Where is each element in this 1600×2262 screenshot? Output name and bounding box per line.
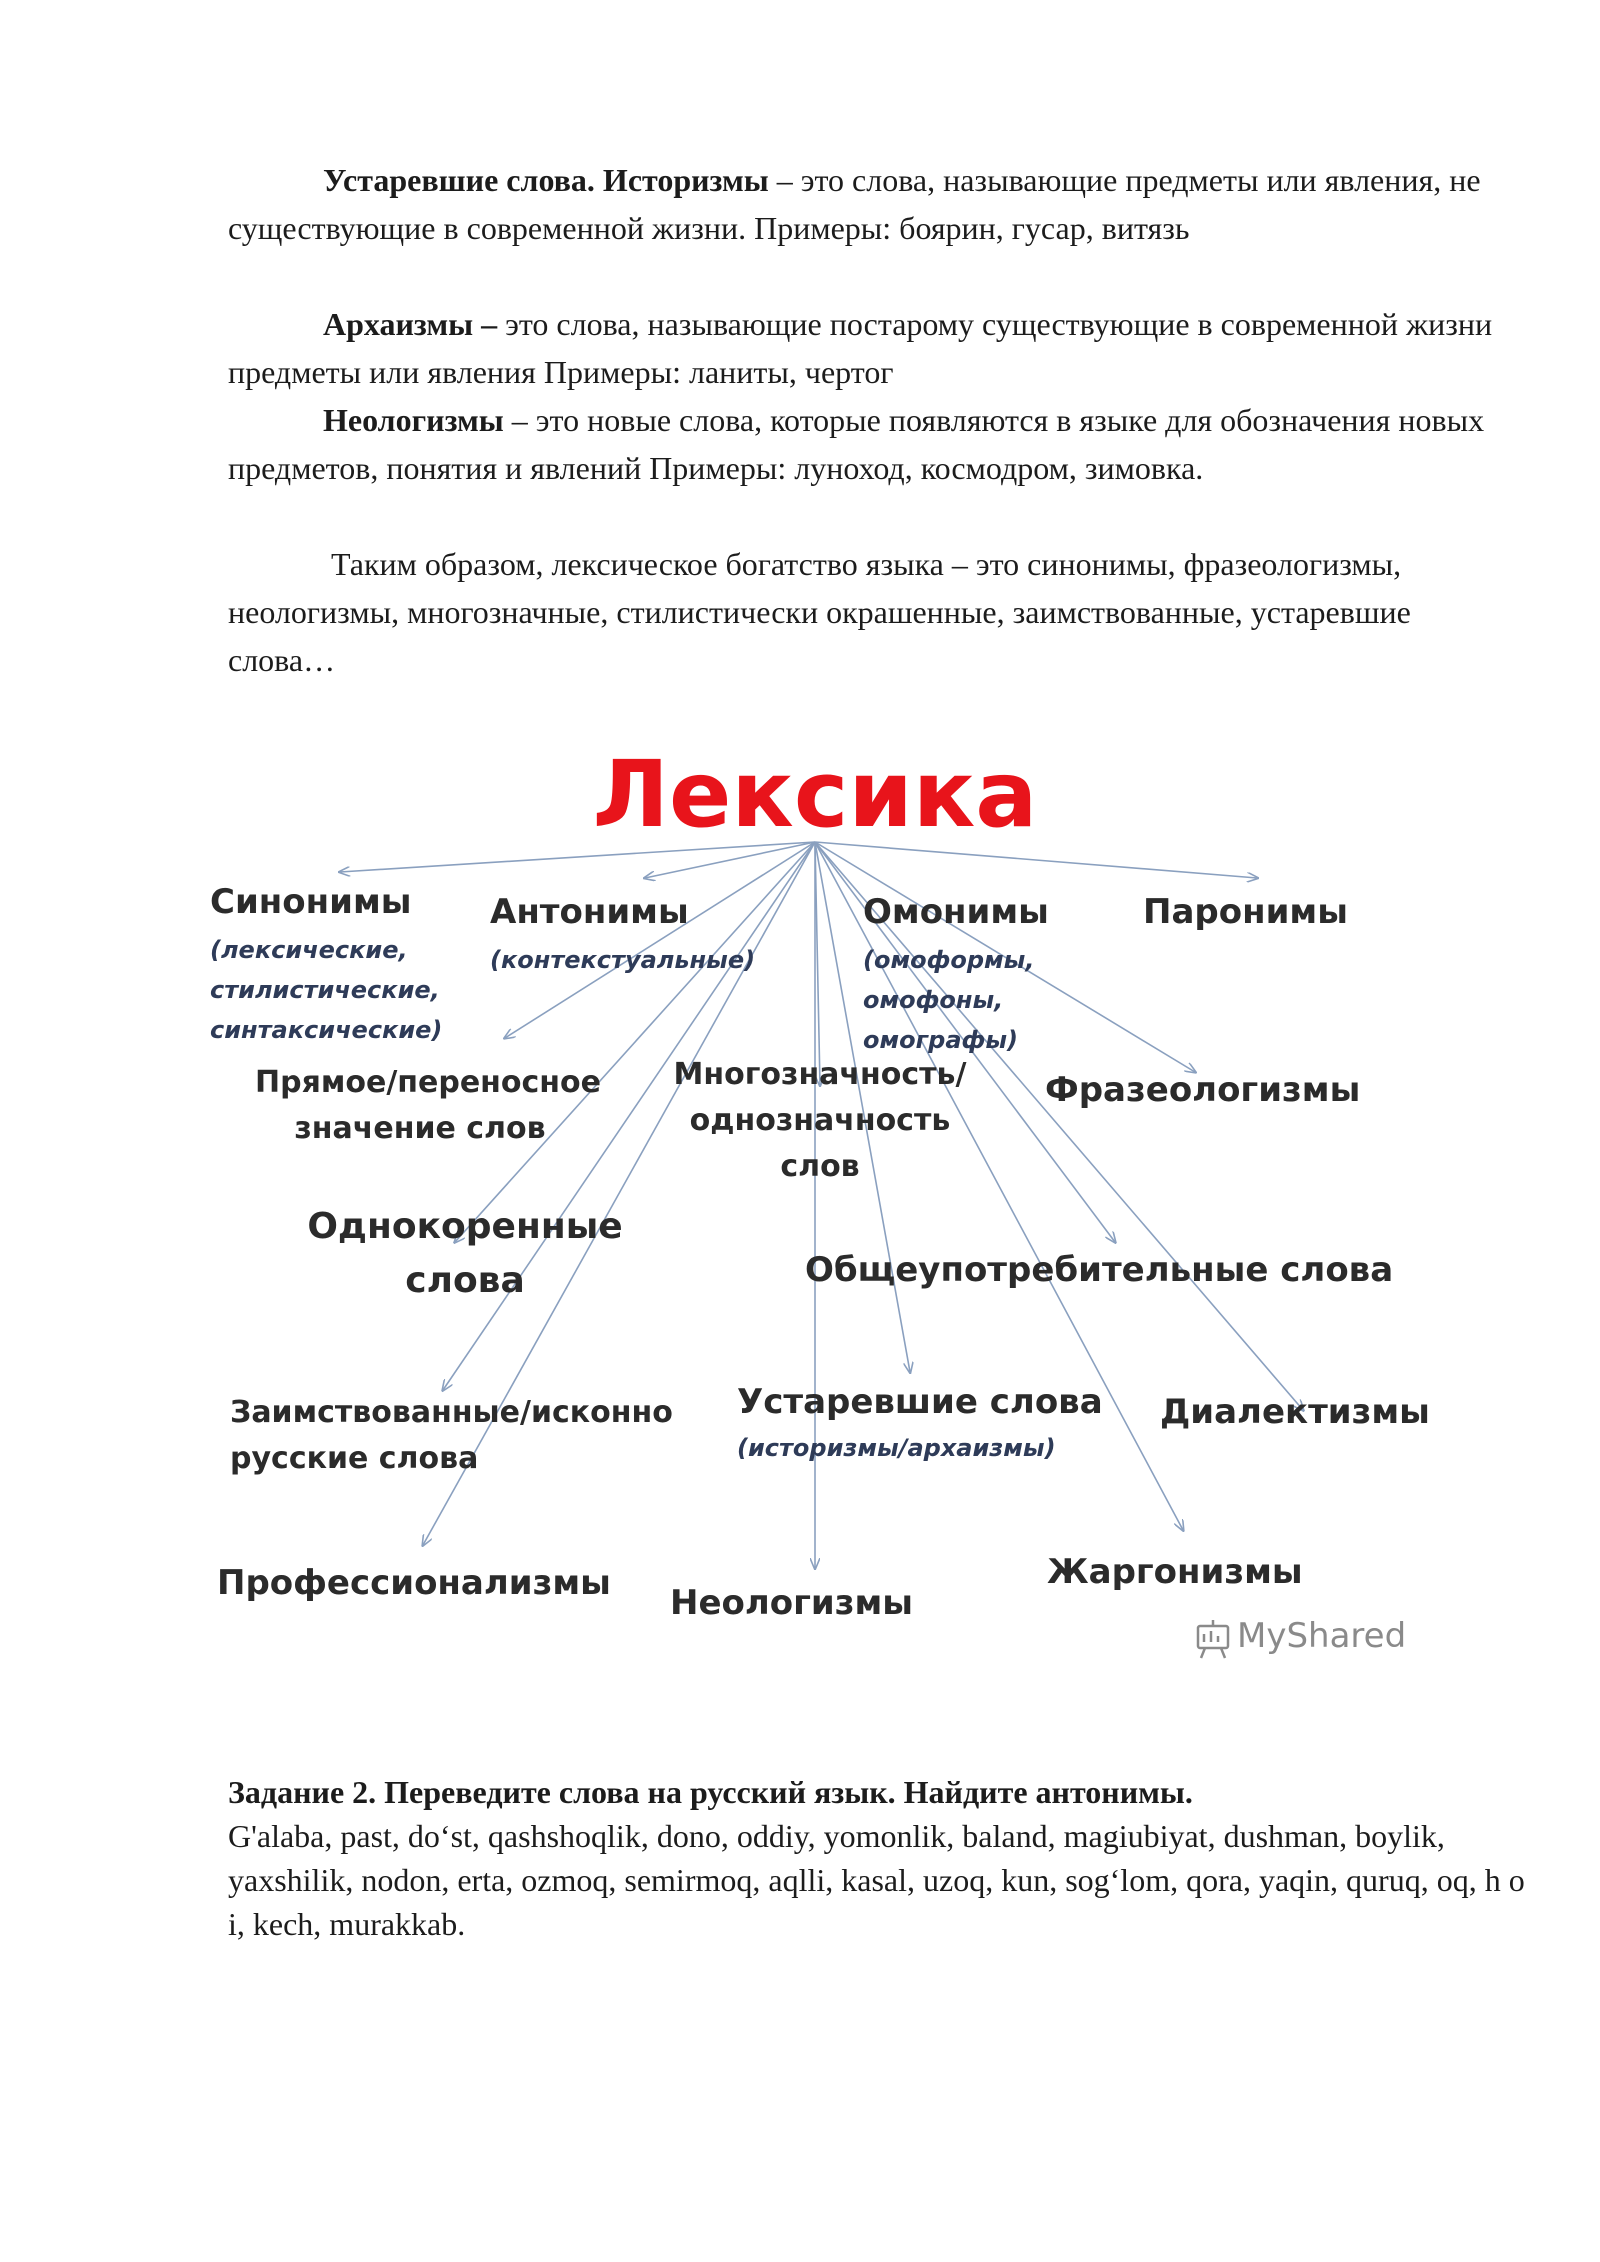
- definition-archaisms: это слова, называющие постарому существующие в современной жизни предметы или явления Примеры: ланиты, чертог: [228, 306, 1493, 390]
- paragraph-historisms: [228, 156, 1498, 252]
- term-historisms: Устаревшие слова. Историзмы: [323, 162, 769, 198]
- definition-historisms: – это слова, называющие предметы или явления, не существующие в современной жизни. Примеры: боярин, гусар, витязь: [228, 162, 1481, 246]
- node-pryamoe-line1: Прямое/переносное: [255, 1065, 601, 1100]
- node-sinonimy-sub1: (лексические,: [210, 936, 408, 964]
- node-odnokorennye-line2: слова: [405, 1260, 525, 1301]
- node-sinonimy: Синонимы: [210, 882, 412, 922]
- paragraph-archaisms: [228, 300, 1498, 396]
- node-ustarevshie: Устаревшие слова: [737, 1382, 1103, 1422]
- term-neologisms: Неологизмы: [323, 402, 504, 438]
- task-words: G'alaba, past, do‘st, qashshoqlik, dono, oddiy, yomonlik, baland, magiubiyat, dushman, boylik, yaxshilik, nodon, erta, ozmoq, semirmoq, aqlli, kasal, uzoq, kun, sog‘lom, qora, yaqin, quruq, oq, h o i, kech, murakkab.: [228, 1818, 1525, 1942]
- node-omonimy-sub2: омофоны,: [863, 986, 1004, 1014]
- node-paronimy: Паронимы: [1143, 892, 1348, 932]
- lexicon-diagram: [195, 720, 1455, 1710]
- task-2: [228, 1770, 1528, 1946]
- node-sinonimy-sub2: стилистические,: [210, 976, 440, 1004]
- node-mnogoznach-line2: однозначность: [689, 1103, 951, 1138]
- node-omonimy-sub1: (омоформы,: [863, 946, 1035, 974]
- node-zaimstv-line1: Заимствованные/исконно: [230, 1395, 673, 1430]
- definition-neologisms: – это новые слова, которые появляются в языке для обозначения новых предметов, понятия и явлений Примеры: луноход, космодром, зимовка.: [228, 402, 1485, 486]
- node-antonimy: Антонимы: [490, 892, 689, 932]
- node-zaimstv-line2: русские слова: [230, 1441, 479, 1476]
- node-mnogoznach-line1: Многозначность/: [673, 1057, 967, 1092]
- myshared-logo-icon: [1198, 1620, 1228, 1658]
- node-pryamoe-line2: значение слов: [294, 1111, 546, 1146]
- paragraph-neologisms: [228, 396, 1498, 492]
- node-sinonimy-sub3: синтаксические): [210, 1016, 443, 1044]
- diagram-title: Лексика: [592, 741, 1038, 848]
- node-ustarevshie-sub: (историзмы/архаизмы): [737, 1434, 1056, 1462]
- term-archaisms: Архаизмы –: [323, 306, 498, 342]
- node-antonimy-sub: (контекстуальные): [490, 946, 756, 974]
- conclusion-text: Таким образом, лексическое богатство языка – это синонимы, фразеологизмы, неологизмы, многозначные, стилистически окрашенные, заимствованные, устаревшие слова…: [228, 546, 1411, 678]
- watermark-text: MyShared: [1237, 1616, 1407, 1656]
- task-heading: Задание 2. Переведите слова на русский язык. Найдите антонимы.: [228, 1774, 1193, 1810]
- node-omonimy: Омонимы: [863, 892, 1049, 932]
- node-zhargonizmy: Жаргонизмы: [1047, 1552, 1303, 1592]
- node-odnokorennye-line1: Однокоренные: [307, 1206, 623, 1247]
- node-dialektizmy: Диалектизмы: [1160, 1392, 1430, 1432]
- node-professionalizmy: Профессионализмы: [217, 1563, 611, 1603]
- node-omonimy-sub3: омографы): [863, 1026, 1018, 1054]
- node-mnogoznach-line3: слов: [780, 1149, 860, 1184]
- node-neologizmy: Неологизмы: [670, 1583, 914, 1623]
- node-obshcheupotr: Общеупотребительные слова: [805, 1250, 1394, 1290]
- node-frazeologizmy: Фразеологизмы: [1045, 1070, 1361, 1110]
- paragraph-conclusion: [228, 540, 1498, 684]
